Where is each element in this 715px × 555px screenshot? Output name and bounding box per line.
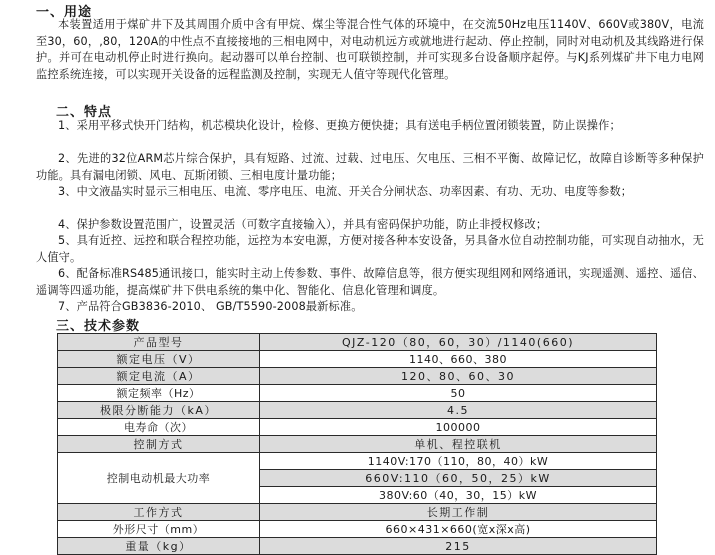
spec-label: 额定电压（V） — [58, 351, 260, 368]
table-row — [58, 368, 657, 385]
feature-item-7: 7、产品符合GB3836-2010、 GB/T5590-2008最新标准。 — [58, 300, 363, 313]
feature-item-1: 1、采用平移式快开门结构，机芯模块化设计，检修、更换方便快捷；具有送电手柄位置闭锁装置，防止误操作； — [58, 119, 621, 132]
spec-value: 215 — [260, 538, 657, 555]
spec-value: 380V:60（40，30，15）kW — [260, 487, 657, 504]
feature-item-6: 6、配备标准RS485通讯接口，能实时主动上传参数、事件、故障信息等，很方便实现组网和网络通讯，实现遥测、遥控、遥信、遥调等四遥功能，提高煤矿井下供电系统的集中化、智能化、信息化管理和调度。 — [36, 267, 704, 297]
spec-value: QJZ-120（80，60，30）/1140(660) — [260, 334, 657, 351]
table-row — [58, 419, 657, 436]
table-row — [58, 402, 657, 419]
spec-value: 660V:110（60，50，25）kW — [260, 470, 657, 487]
spec-label: 控制方式 — [58, 436, 260, 453]
spec-value: 4.5 — [260, 402, 657, 419]
spec-label: 产品型号 — [58, 334, 260, 351]
table-row — [58, 351, 657, 368]
feature-item-2: 2、先进的32位ARM芯片综合保护，具有短路、过流、过载、过电压、欠电压、三相不平衡、故障记忆，故障自诊断等多种保护功能。具有漏电闭锁、风电、瓦斯闭锁、三相电度计量功能； — [36, 152, 704, 182]
spec-label: 电寿命（次） — [58, 419, 260, 436]
table-row — [58, 521, 657, 538]
table-row — [58, 334, 657, 351]
feature-item-5: 5、具有近控、远控和联合程控功能，远控为本安电源，方便对接各种本安设备，另具备水位自动控制功能，可实现自动抽水，无人值守。 — [36, 234, 704, 264]
table-row — [58, 385, 657, 402]
spec-table — [57, 333, 657, 555]
feature-item-3: 3、中文液晶实时显示三相电压、电流、零序电压、电流、开关合分闸状态、功率因素、有功、无功、电度等参数； — [58, 185, 633, 198]
spec-value: 100000 — [260, 419, 657, 436]
table-row — [58, 436, 657, 453]
spec-value: 长期工作制 — [260, 504, 657, 521]
spec-label: 控制电动机最大功率 — [58, 453, 260, 504]
table-row — [58, 538, 657, 555]
spec-value: 50 — [260, 385, 657, 402]
table-row — [58, 504, 657, 521]
section-heading-specs: 三、技术参数 — [56, 319, 141, 334]
spec-label: 重量（kg） — [58, 538, 260, 555]
spec-value: 120、80、60、30 — [260, 368, 657, 385]
spec-label: 额定电流（A） — [58, 368, 260, 385]
spec-label: 额定频率（Hz） — [58, 385, 260, 402]
section-heading-usage: 一、用途 — [36, 5, 93, 20]
feature-item-4: 4、保护参数设置范围广，设置灵活（可数字直接输入），并具有密码保护功能，防止非授权修改； — [58, 218, 548, 231]
spec-label: 工作方式 — [58, 504, 260, 521]
spec-label: 外形尺寸（mm） — [58, 521, 260, 538]
table-row — [58, 453, 657, 470]
usage-paragraph: 本装置适用于煤矿井下及其周围介质中含有甲烷、煤尘等混合性气体的环境中，在交流50Hz电压1140V、660V或380V，电流至30，60，,80，120A的中性点不直接接地的三相电网中，对电动机远方或就地进行起动、停止控制，同时对电动机及其线路进行保护。并可在电动机停止时进行换向。起动器可以单台控制、也可联锁控制，并可实现多台设备顺序起停。与KJ系列煤矿井下电力电网监控系统连接，可以实现开关设备的远程监测及控制，实现无人值守等现代化管理。 — [36, 18, 704, 82]
spec-value: 单机、程控联机 — [260, 436, 657, 453]
spec-value: 660×431×660(宽x深x高) — [260, 521, 657, 538]
spec-value: 1140、660、380 — [260, 351, 657, 368]
section-heading-features: 二、特点 — [56, 105, 113, 120]
spec-label: 极限分断能力（kA） — [58, 402, 260, 419]
spec-value: 1140V:170（110，80，40）kW — [260, 453, 657, 470]
